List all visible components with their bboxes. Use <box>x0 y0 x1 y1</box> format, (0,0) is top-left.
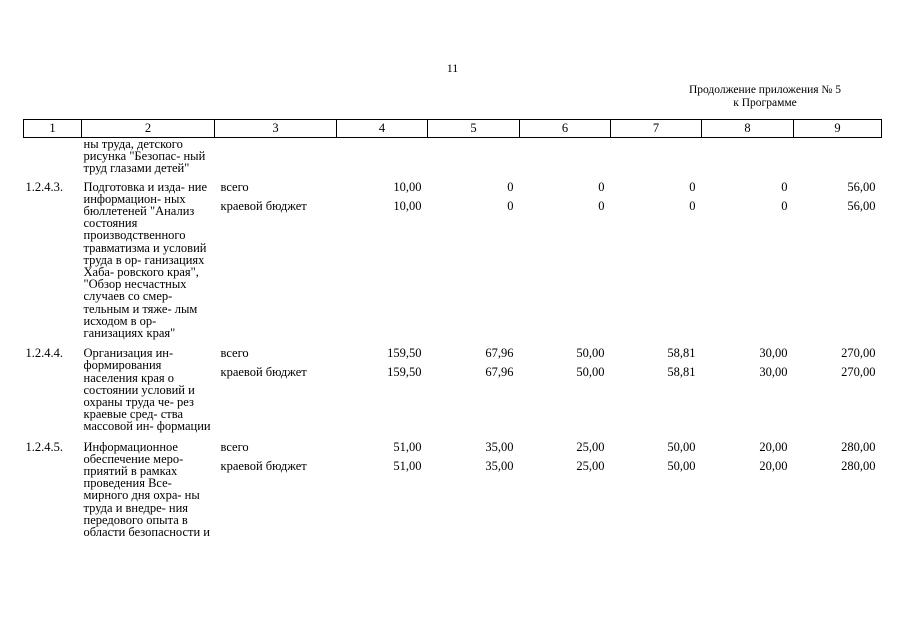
continuation-line-1: Продолжение приложения № 5 <box>688 84 842 96</box>
row-col-6: 50,00 50,00 <box>576 346 605 380</box>
row-col-4: 159,50 159,50 <box>387 346 422 380</box>
row-name: Организация ин- формирования населения края о состоянии условий и охраны труда че- рез краевые сред- ства массовой ин- формации <box>83 346 211 434</box>
row-sources: всего краевой бюджет <box>220 439 307 473</box>
header-col-6: 6 <box>520 120 611 138</box>
page-number: 11 <box>446 61 459 75</box>
header-col-8: 8 <box>702 120 794 138</box>
header-col-2: 2 <box>82 120 215 138</box>
row-col-9: 56,00 56,00 <box>847 179 876 213</box>
row-col-9: 280,00 280,00 <box>841 439 876 473</box>
row-col-8: 0 0 <box>781 179 788 213</box>
table-row-continued <box>24 138 882 181</box>
row-col-5: 67,96 67,96 <box>485 346 514 380</box>
row-col-6: 0 0 <box>598 179 605 213</box>
budget-table <box>23 119 882 546</box>
row-col-6: 25,00 25,00 <box>576 439 605 473</box>
continued-name-cell: ны труда, детского рисунка "Безопас- ный труд глазами детей" <box>83 137 206 176</box>
table-row <box>24 347 882 440</box>
row-sources: всего краевой бюджет <box>220 179 307 213</box>
continuation-line-2: к Программе <box>733 97 797 109</box>
row-col-8: 30,00 30,00 <box>759 346 788 380</box>
row-col-5: 35,00 35,00 <box>485 439 514 473</box>
header-col-7: 7 <box>611 120 702 138</box>
row-col-7: 58,81 58,81 <box>667 346 696 380</box>
row-col-4: 51,00 51,00 <box>393 439 422 473</box>
row-name: Информационное обеспечение меро- приятий в рамках проведения Все- мирного дня охра- ны труда и внедре- ния передового опыта в области безопасности и <box>83 439 210 540</box>
table-row <box>24 181 882 348</box>
row-code: 1.2.4.3. <box>25 179 63 194</box>
row-col-7: 0 0 <box>689 179 696 213</box>
row-col-7: 50,00 50,00 <box>667 439 696 473</box>
header-col-4: 4 <box>337 120 428 138</box>
row-code: 1.2.4.4. <box>25 346 63 361</box>
row-col-5: 0 0 <box>507 179 514 213</box>
header-col-9: 9 <box>794 120 882 138</box>
row-col-9: 270,00 270,00 <box>841 346 876 380</box>
row-name: Подготовка и изда- ние информацион- ных бюллетеней "Анализ состояния производственного травматизма и условий труда в ор- ганизациях Хаба- ровского края", "Обзор несчастных случаев со смер- тельным и тяже- лым исходом в ор- ганизациях края" <box>83 179 208 341</box>
row-col-8: 20,00 20,00 <box>759 439 788 473</box>
header-row <box>24 120 882 138</box>
header-col-3: 3 <box>215 120 337 138</box>
header-col-1: 1 <box>24 120 82 138</box>
row-code: 1.2.4.5. <box>25 439 63 454</box>
table-row <box>24 441 882 547</box>
row-col-4: 10,00 10,00 <box>393 179 422 213</box>
row-sources: всего краевой бюджет <box>220 346 307 380</box>
continuation-caption <box>640 84 890 110</box>
header-col-5: 5 <box>428 120 520 138</box>
